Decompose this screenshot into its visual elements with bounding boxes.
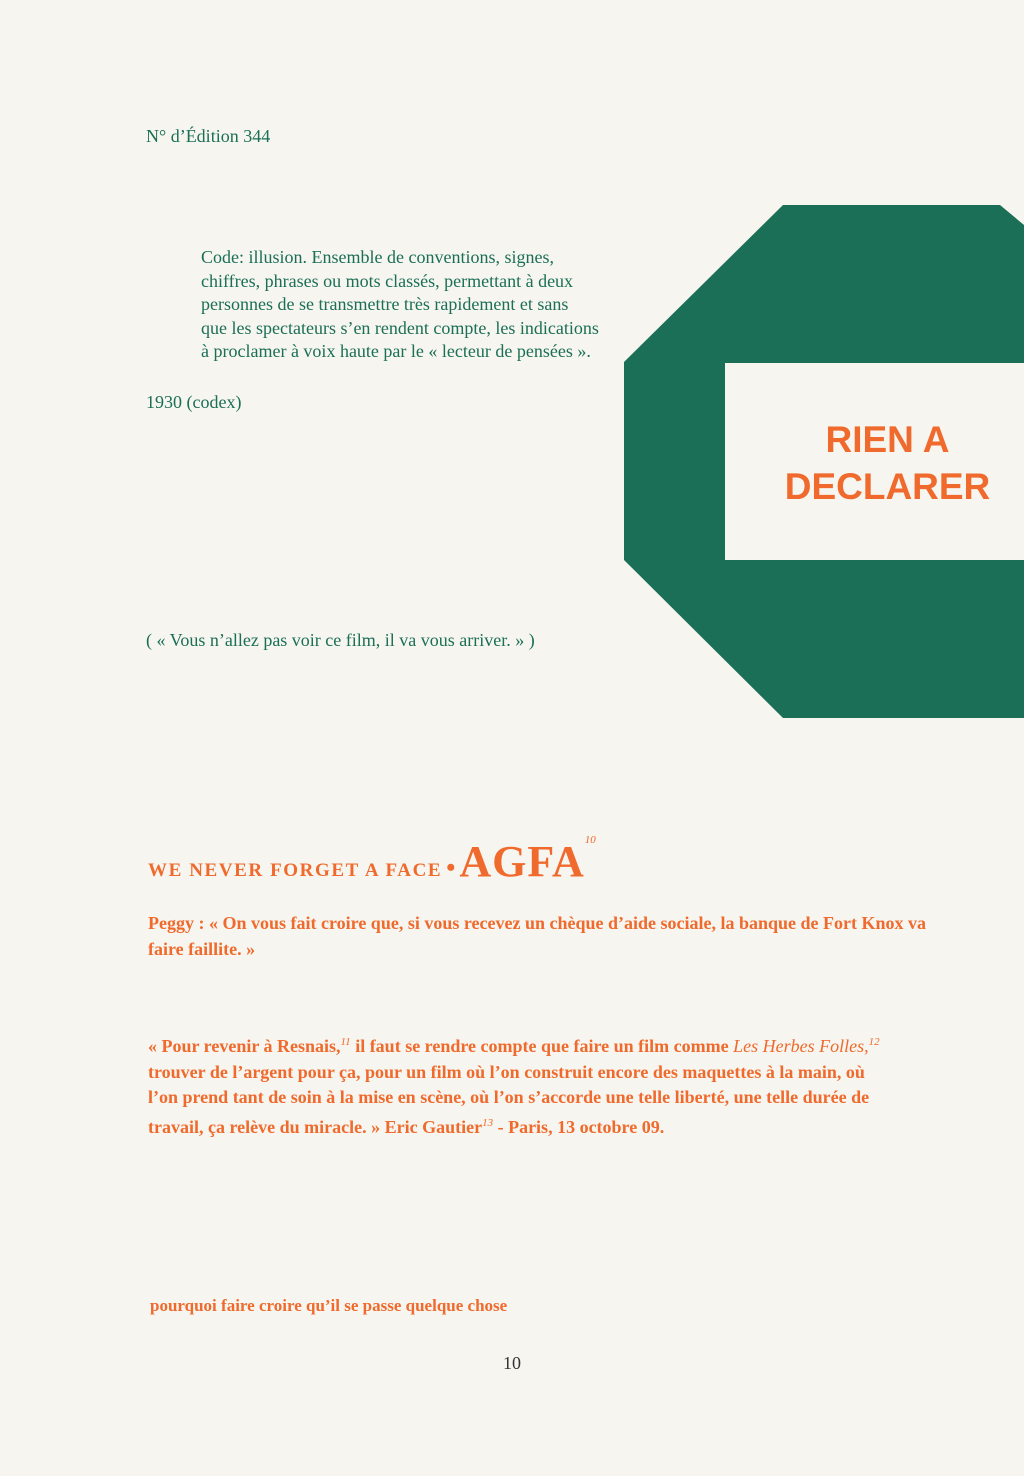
definition-year: 1930 (codex) [146,392,242,412]
resnais-line-2: trouver de l’argent pour ça, pour un film où l’on construit encore des maquettes à la main, où [148,1061,865,1082]
resnais-text-1b: il faut se rendre compte que faire un film comme [350,1036,734,1056]
footnote-13: 13 [482,1116,494,1129]
page-number: 10 [503,1353,521,1373]
resnais-line-1 [148,1030,958,1060]
closing-line: pourquoi faire croire qu’il se passe quelque chose [150,1296,508,1315]
slogan-text: WE NEVER FORGET A FACE [148,860,443,881]
resnais-text-4a: travail, ça relève du miracle. » Eric Gautier [148,1116,483,1137]
footnote-11: 11 [340,1036,351,1048]
definition-line: à proclamer à voix haute par le « lecteur de pensées ». [201,341,591,361]
sign-label [725,416,1024,510]
resnais-text-1a: « Pour revenir à Resnais, [148,1036,341,1056]
sign-line-2: DECLARER [784,466,991,507]
sign-line-1: RIEN A [825,419,950,460]
agfa-slogan [148,836,596,887]
definition-line: chiffres, phrases ou mots classés, permettant à deux [201,270,574,291]
resnais-line-4 [148,1111,958,1141]
resnais-line-3: l’on prend tant de soin à la mise en scène, où l’on s’accorde une telle liberté, une telle durée de [148,1087,870,1107]
film-title: Les Herbes Folles, [733,1036,869,1056]
slogan-dot: • [446,853,456,882]
footnote-12: 12 [868,1036,880,1048]
resnais-text-4b: - Paris, 13 octobre 09. [493,1116,665,1137]
footnote-10: 10 [584,834,596,846]
agfa-brand: AGFA [459,837,585,886]
definition-line: Code: illusion. Ensemble de conventions, signes, [201,247,554,267]
resnais-quote [148,1030,958,1140]
definition-line: personnes de se transmettre très rapidement et sans [201,294,569,314]
edition-number: N° d’Édition 344 [146,126,271,146]
definition-line: que les spectateurs s’en rendent compte, les indications [201,317,599,338]
peggy-quote: Peggy : « On vous fait croire que, si vous recevez un chèque d’aide sociale, la banque de Fort Knox va faire faillite. » [148,913,926,959]
film-quote: ( « Vous n’allez pas voir ce film, il va vous arriver. » ) [146,630,535,650]
